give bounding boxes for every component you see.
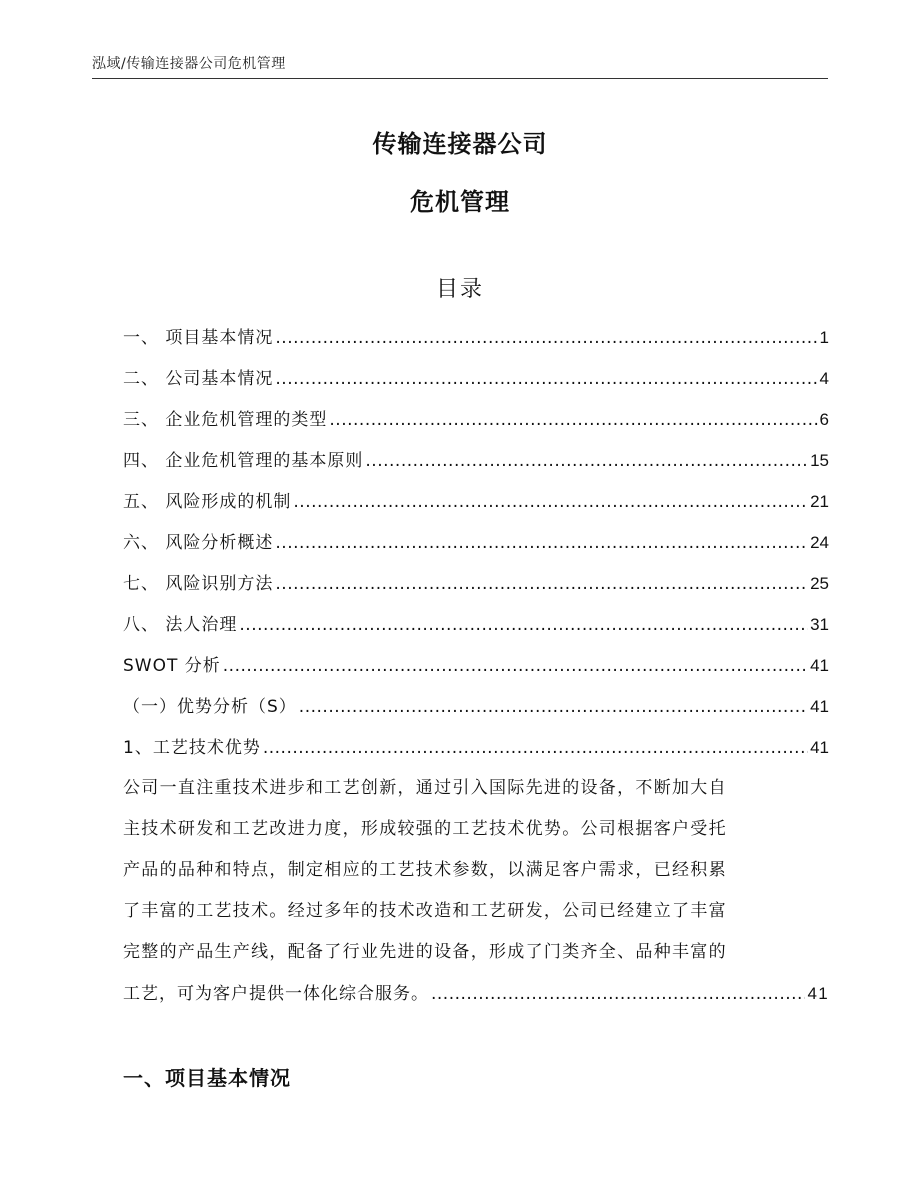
toc-entry-label: 二、 公司基本情况	[123, 369, 274, 389]
toc-entry-label: 三、 企业危机管理的类型	[123, 410, 328, 430]
toc-entry[interactable]	[123, 563, 829, 604]
toc-entry[interactable]	[123, 727, 829, 768]
toc-paragraph-line: 了丰富的工艺技术。经过多年的技术改造和工艺研发，公司已经建立了丰富	[123, 901, 727, 921]
toc-leader-dots	[299, 687, 808, 728]
toc-entry[interactable]	[123, 604, 829, 645]
section-heading: 一、项目基本情况	[123, 1066, 291, 1090]
toc-entry[interactable]	[123, 645, 829, 686]
toc-leader-dots	[293, 482, 808, 523]
toc-entry-page: 41	[810, 697, 829, 716]
toc-entry[interactable]	[123, 522, 829, 563]
toc-leader-dots	[275, 564, 808, 605]
toc-entry[interactable]	[123, 358, 829, 399]
document-subtitle: 危机管理	[410, 188, 510, 216]
toc-entry-page: 21	[810, 492, 829, 511]
toc-entry-label: 一、 项目基本情况	[123, 328, 274, 348]
toc-entry-label: 五、 风险形成的机制	[123, 492, 292, 512]
table-of-contents	[123, 317, 829, 1015]
running-header-title: 泓域/传输连接器公司危机管理	[92, 56, 286, 72]
toc-paragraph-entry[interactable]	[123, 768, 829, 1015]
toc-leader-dots	[239, 605, 808, 646]
toc-entry-page: 24	[810, 533, 829, 552]
toc-entry-page: 6	[819, 410, 829, 429]
toc-entry[interactable]	[123, 317, 829, 358]
toc-leader-dots	[431, 974, 805, 1015]
toc-paragraph-last-line	[123, 973, 829, 1015]
toc-entry[interactable]	[123, 399, 829, 440]
toc-entry-page: 15	[810, 451, 829, 470]
toc-entry-label: 1、工艺技术优势	[123, 738, 261, 758]
toc-entry-label: SWOT 分析	[123, 656, 221, 676]
toc-leader-dots	[275, 359, 817, 400]
toc-paragraph-line: 产品的品种和特点，制定相应的工艺技术参数，以满足客户需求，已经积累	[123, 860, 727, 880]
header-divider	[92, 78, 828, 79]
toc-entry-page: 41	[810, 738, 829, 757]
document-title: 传输连接器公司	[372, 130, 548, 158]
toc-entry-label: （一）优势分析（S）	[123, 697, 297, 717]
toc-entry-label: 七、 风险识别方法	[123, 574, 274, 594]
toc-entry-page: 25	[810, 574, 829, 593]
toc-paragraph-line: 工艺，可为客户提供一体化综合服务。	[123, 984, 429, 1004]
toc-entry-label: 八、 法人治理	[123, 615, 238, 635]
toc-paragraph-line: 公司一直注重技术进步和工艺创新，通过引入国际先进的设备，不断加大自	[123, 778, 727, 798]
toc-entry-page: 31	[810, 615, 829, 634]
toc-entry-page: 4	[819, 369, 829, 388]
toc-entry[interactable]	[123, 440, 829, 481]
toc-paragraph-line: 主技术研发和工艺改进力度，形成较强的工艺技术优势。公司根据客户受托	[123, 819, 727, 839]
toc-entry-page: 41	[810, 656, 829, 675]
toc-entry[interactable]	[123, 481, 829, 522]
toc-entry[interactable]	[123, 686, 829, 727]
toc-heading: 目录	[435, 277, 484, 302]
toc-leader-dots	[275, 523, 808, 564]
toc-leader-dots	[329, 400, 817, 441]
toc-entry-page: 41	[807, 984, 829, 1003]
toc-leader-dots	[275, 318, 817, 359]
toc-leader-dots	[223, 646, 808, 687]
toc-leader-dots	[263, 728, 808, 769]
toc-entry-page: 1	[819, 328, 829, 347]
toc-paragraph-line: 完整的产品生产线，配备了行业先进的设备，形成了门类齐全、品种丰富的	[123, 942, 727, 962]
toc-leader-dots	[365, 441, 808, 482]
toc-entry-label: 六、 风险分析概述	[123, 533, 274, 553]
toc-entry-label: 四、 企业危机管理的基本原则	[123, 451, 364, 471]
